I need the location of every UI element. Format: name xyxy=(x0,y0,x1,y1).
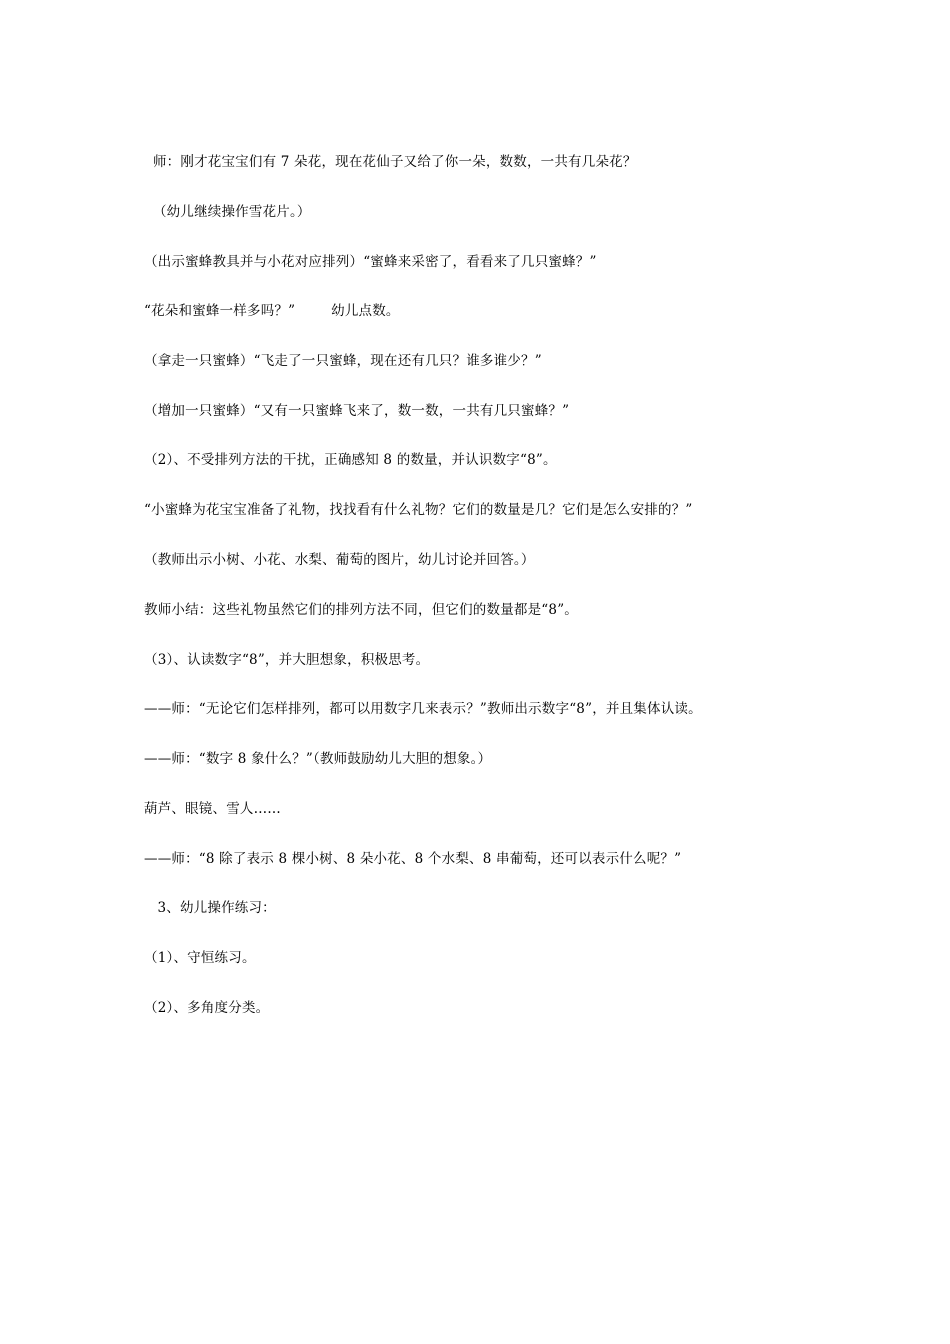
paragraph-line-16: 3、幼儿操作练习： xyxy=(144,900,276,916)
paragraph-line-14: 葫芦、眼镜、雪人…… xyxy=(144,801,281,817)
paragraph-line-7: （2）、不受排列方法的干扰，正确感知 8 的数量，并认识数字“8”。 xyxy=(144,452,557,468)
paragraph-line-3: （出示蜜蜂教具并与小花对应排列）“蜜蜂来采密了，看看来了几只蜜蜂？” xyxy=(144,254,597,270)
paragraph-line-10: 教师小结：这些礼物虽然它们的排列方法不同，但它们的数量都是“8”。 xyxy=(144,602,578,618)
paragraph-line-11: （3）、认读数字“8”，并大胆想象，积极思考。 xyxy=(144,652,430,668)
paragraph-line-6: （增加一只蜜蜂）“又有一只蜜蜂飞来了，数一数，一共有几只蜜蜂？” xyxy=(144,403,570,419)
paragraph-line-18: （2）、多角度分类。 xyxy=(144,1000,270,1016)
paragraph-line-1: 师：刚才花宝宝们有 7 朵花，现在花仙子又给了你一朵，数数，一共有几朵花？ xyxy=(144,154,637,170)
paragraph-line-12: ——师：“无论它们怎样排列，都可以用数字几来表示？”教师出示数字“8”，并且集体认读。 xyxy=(144,701,702,717)
paragraph-line-5: （拿走一只蜜蜂）“飞走了一只蜜蜂，现在还有几只？谁多谁少？” xyxy=(144,353,542,369)
paragraph-line-4: “花朵和蜜蜂一样多吗？” 幼儿点数。 xyxy=(144,303,400,319)
paragraph-line-2: （幼儿继续操作雪花片。） xyxy=(144,204,311,220)
paragraph-line-13: ——师：“数字 8 象什么？”（教师鼓励幼儿大胆的想象。） xyxy=(144,751,492,767)
paragraph-line-8: “小蜜蜂为花宝宝准备了礼物，找找看有什么礼物？它们的数量是几？它们是怎么安排的？” xyxy=(144,502,693,518)
paragraph-line-15: ——师：“8 除了表示 8 棵小树、8 朵小花、8 个水梨、8 串葡萄，还可以表示什么呢？” xyxy=(144,851,682,867)
paragraph-line-17: （1）、守恒练习。 xyxy=(144,950,256,966)
paragraph-line-9: （教师出示小树、小花、水梨、葡萄的图片，幼儿讨论并回答。） xyxy=(144,552,535,568)
